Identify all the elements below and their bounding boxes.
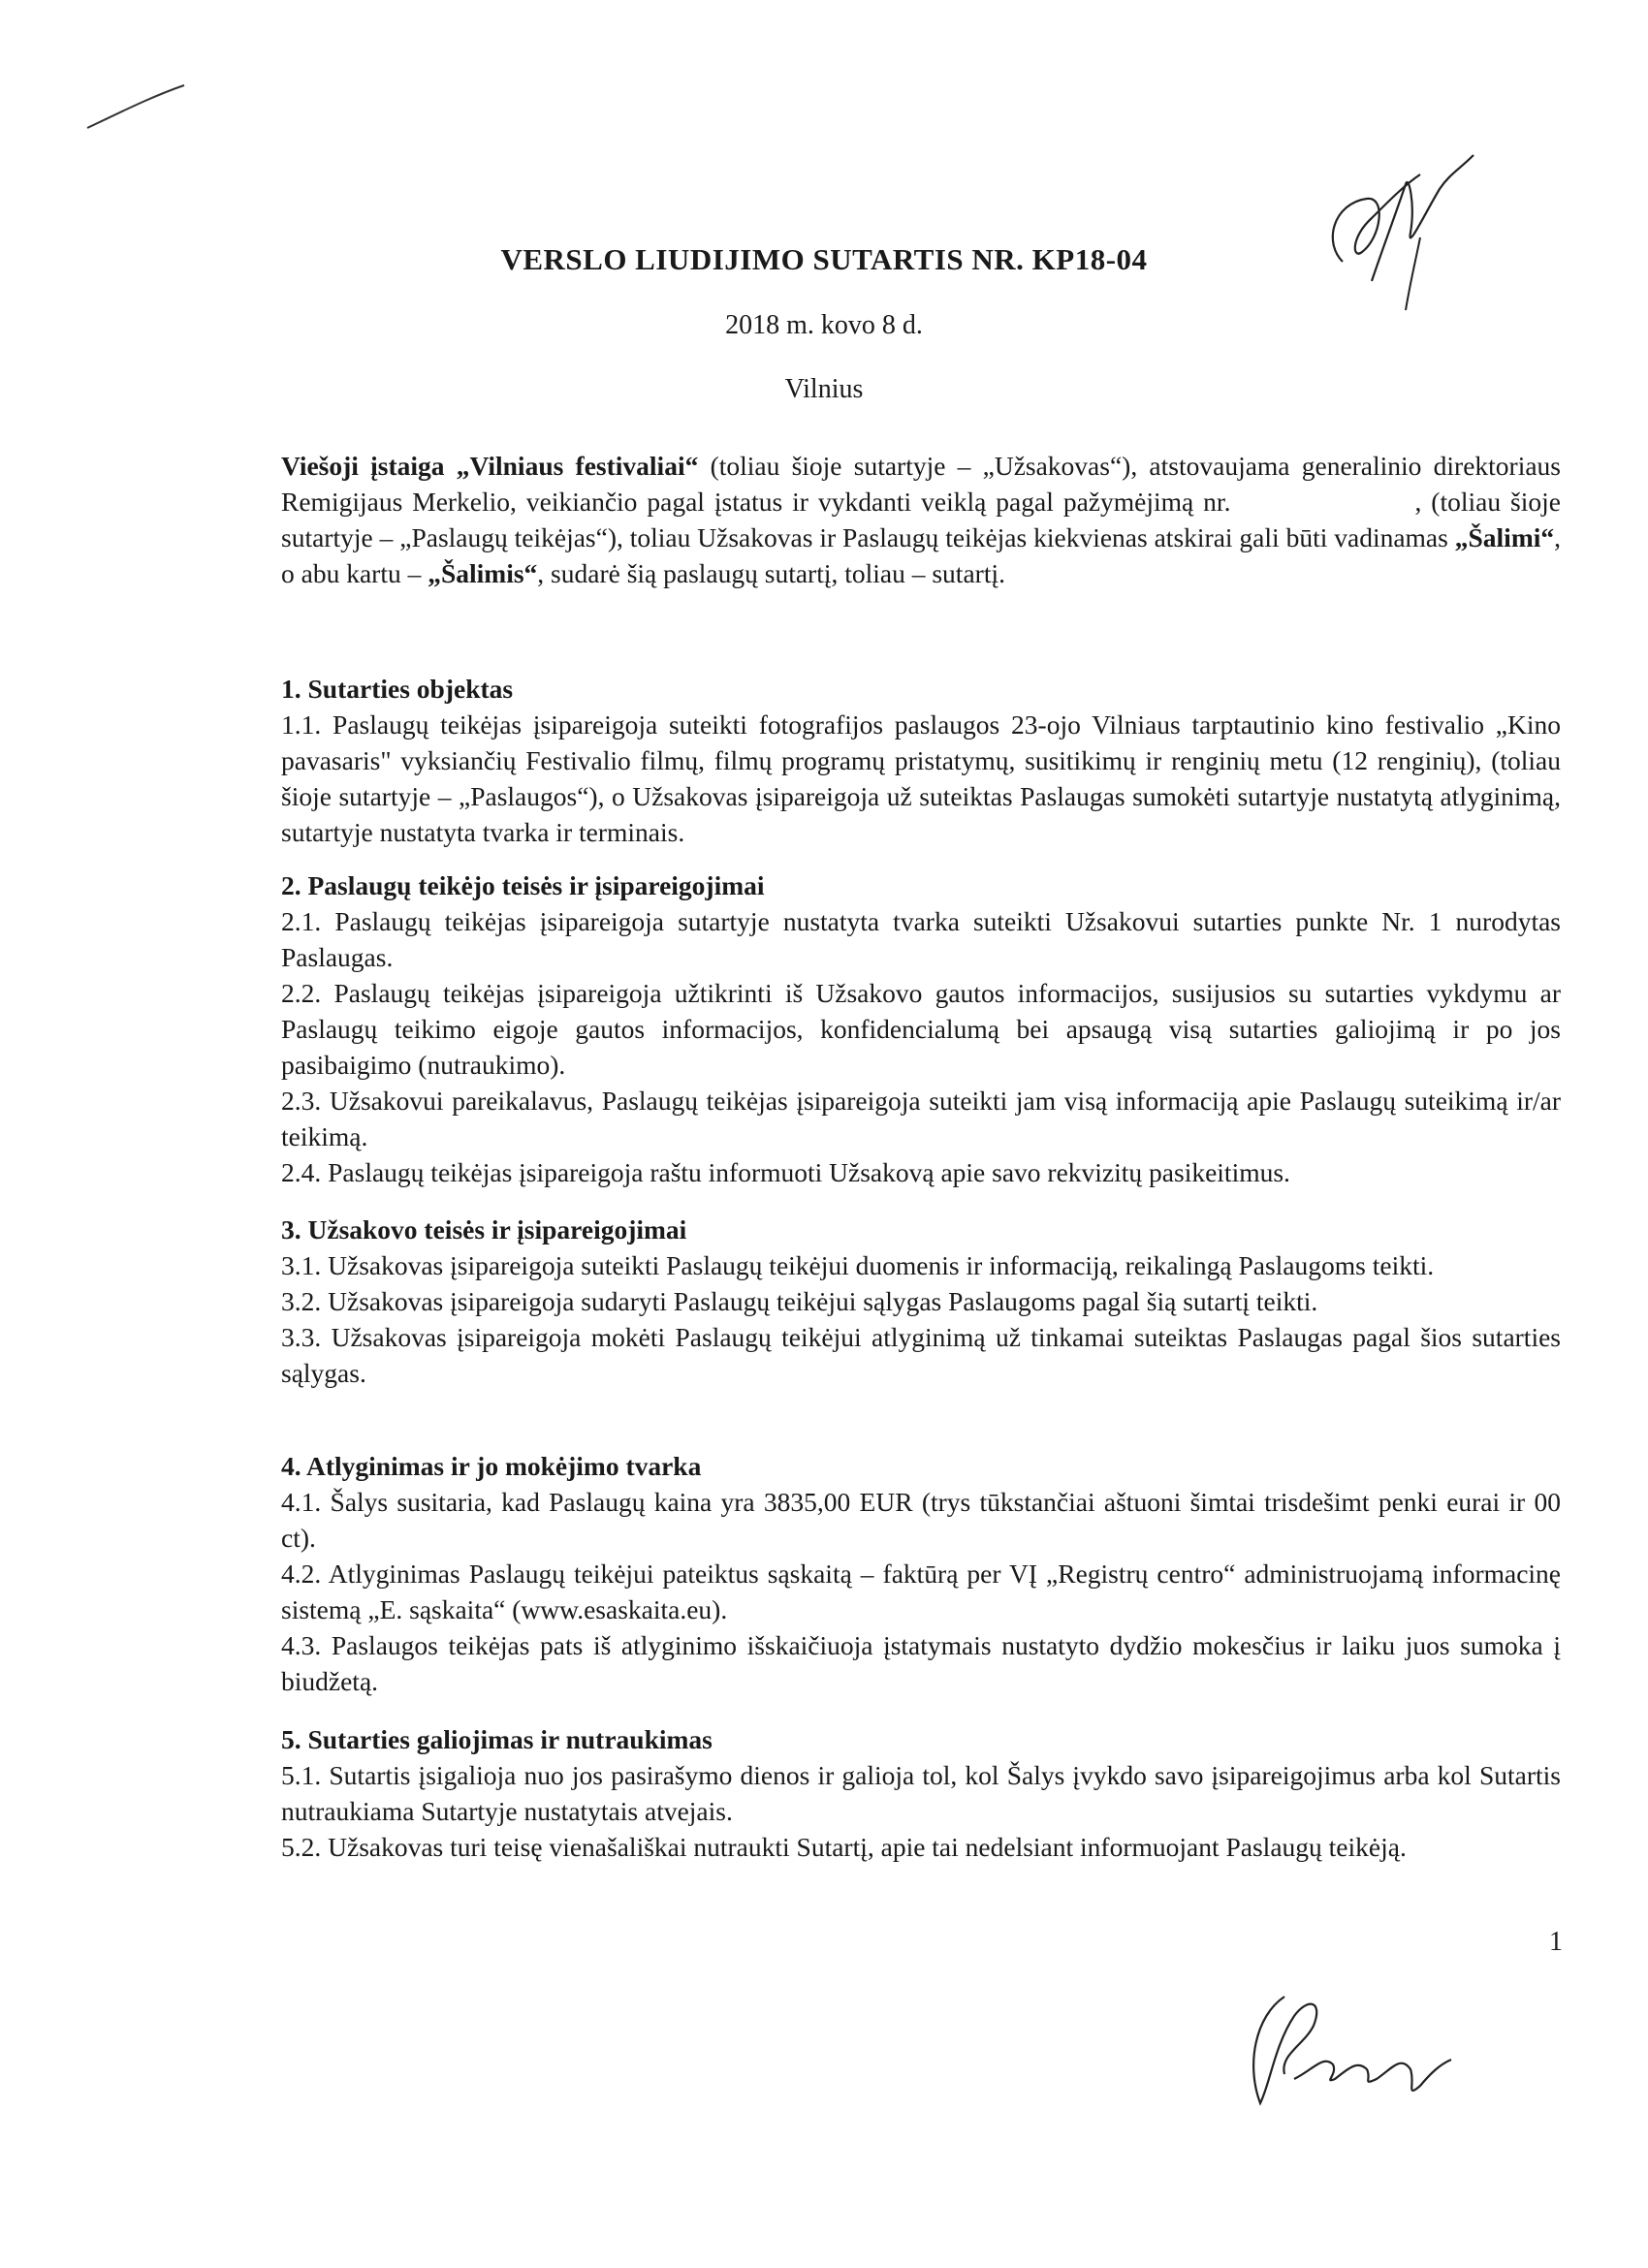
clause-3-3: 3.3. Užsakovas įsipareigoja mokėti Paslaugų teikėjui atlyginimą už tinkamai suteiktas Paslaugas pagal šios sutarties sąlygas. bbox=[281, 1322, 1561, 1388]
clause-3-2: 3.2. Užsakovas įsipareigoja sudaryti Paslaugų teikėjui sąlygas Paslaugoms pagal šią sutartį teikti. bbox=[281, 1286, 1318, 1316]
clause-4-2: 4.2. Atlyginimas Paslaugų teikėjui pateiktus sąskaitą – faktūrą per VĮ „Registrų centro“ administruojamą informacinę sistemą „E. sąskaita“ (www.esaskaita.eu). bbox=[281, 1559, 1561, 1624]
clause-2-1: 2.1. Paslaugų teikėjas įsipareigoja sutartyje nustatyta tvarka suteikti Užsakovui sutarties punkte Nr. 1 nurodytas Paslaugas. bbox=[281, 906, 1561, 972]
section-1-heading: 1. Sutarties objektas bbox=[281, 674, 514, 704]
section-2 bbox=[281, 867, 1561, 1190]
contract-date: 2018 m. kovo 8 d. bbox=[725, 310, 923, 340]
section-3 bbox=[281, 1212, 1561, 1391]
salimi-term: „Šalimi“ bbox=[1454, 522, 1555, 552]
clause-2-2: 2.2. Paslaugų teikėjas įsipareigoja užtikrinti iš Užsakovo gautos informacijos, susijusios su sutarties vykdymu ar Paslaugų teikimo eigoje gautos informacijos, konfidencialumą bei apsaugą visą sutarties galiojimą ir po jos pasibaigimo (nutraukimo). bbox=[281, 978, 1561, 1080]
section-3-heading: 3. Užsakovo teisės ir įsipareigojimai bbox=[281, 1214, 687, 1244]
clause-4-1: 4.1. Šalys susitaria, kad Paslaugų kaina yra 3835,00 EUR (trys tūkstančiai aštuoni šimtai trisdešimt penki eurai ir 00 ct). bbox=[281, 1487, 1561, 1553]
signature-bottom-right bbox=[1226, 1977, 1459, 2123]
clause-4-3: 4.3. Paslaugos teikėjas pats iš atlyginimo išskaičiuoja įstatymais nustatyto dydžio mokesčius ir laiku juos sumoka į biudžetą. bbox=[281, 1630, 1561, 1696]
scan-stroke-mark bbox=[82, 78, 189, 136]
salimis-term: „Šalimis“ bbox=[428, 558, 538, 588]
clause-5-2: 5.2. Užsakovas turi teisę vienašališkai nutraukti Sutartį, apie tai nedelsiant informuojant Paslaugų teikėją. bbox=[281, 1832, 1407, 1862]
page-number: 1 bbox=[1549, 1927, 1563, 1957]
signature-top-right bbox=[1314, 145, 1488, 320]
intro-paragraph bbox=[281, 448, 1561, 591]
clause-5-1: 5.1. Sutartis įsigalioja nuo jos pasirašymo dienos ir galioja tol, kol Šalys įvykdo savo įsipareigojimus arba kol Sutartis nutraukiama Sutartyje nustatytais atvejais. bbox=[281, 1760, 1561, 1826]
intro-text-3: , (toliau šioje sutartyje – „Paslaugų teikėjas“), toliau Užsakovas ir Paslaugų teikėjas kiekvienas atskirai gali būti vadinamas bbox=[281, 487, 1561, 552]
clause-1-1: 1.1. Paslaugų teikėjas įsipareigoja suteikti fotografijos paslaugos 23-ojo Vilniaus tarptautinio kino festivalio „Kino pavasaris" vyksiančių Festivalio filmų, filmų programų pristatymų, susitikimų ir renginių metu (12 renginių), (toliau šioje sutartyje – „Paslaugos“), o Užsakovas įsipareigoja už suteiktas Paslaugas sumokėti sutartyje nustatytą atlyginimą, sutartyje nustatyta tvarka ir terminais. bbox=[281, 709, 1561, 847]
clause-2-3: 2.3. Užsakovui pareikalavus, Paslaugų teikėjas įsipareigoja suteikti jam visą informaciją apie Paslaugų suteikimą ir/ar teikimą. bbox=[281, 1086, 1561, 1151]
section-5-heading: 5. Sutarties galiojimas ir nutraukimas bbox=[281, 1724, 713, 1754]
intro-text-5: , sudarė šią paslaugų sutartį, toliau – sutartį. bbox=[537, 558, 1005, 588]
section-2-heading: 2. Paslaugų teikėjo teisės ir įsipareigojimai bbox=[281, 870, 765, 900]
intro-text-2: vykdanti veiklą pagal pažymėjimą nr. bbox=[817, 487, 1231, 517]
section-5 bbox=[281, 1721, 1561, 1865]
clause-2-4: 2.4. Paslaugų teikėjas įsipareigoja raštu informuoti Užsakovą apie savo rekvizitų pasikeitimus. bbox=[281, 1157, 1290, 1187]
intro-text-4: , o abu kartu – bbox=[281, 522, 1561, 588]
section-1 bbox=[281, 671, 1561, 850]
party-name: Viešoji įstaiga „Vilniaus festivaliai“ bbox=[281, 451, 699, 481]
section-4-heading: 4. Atlyginimas ir jo mokėjimo tvarka bbox=[281, 1451, 702, 1481]
contract-place: Vilnius bbox=[784, 374, 864, 404]
intro-text-1: (toliau šioje sutartyje – „Užsakovas“), atstovaujama generalinio direktoriaus Remigijaus Merkelio, veikiančio pagal įstatus ir bbox=[281, 451, 1562, 517]
section-4 bbox=[281, 1448, 1561, 1699]
clause-3-1: 3.1. Užsakovas įsipareigoja suteikti Paslaugų teikėjui duomenis ir informaciją, reikalingą Paslaugoms teikti. bbox=[281, 1250, 1435, 1280]
contract-title: VERSLO LIUDIJIMO SUTARTIS NR. KP18-04 bbox=[500, 242, 1148, 276]
